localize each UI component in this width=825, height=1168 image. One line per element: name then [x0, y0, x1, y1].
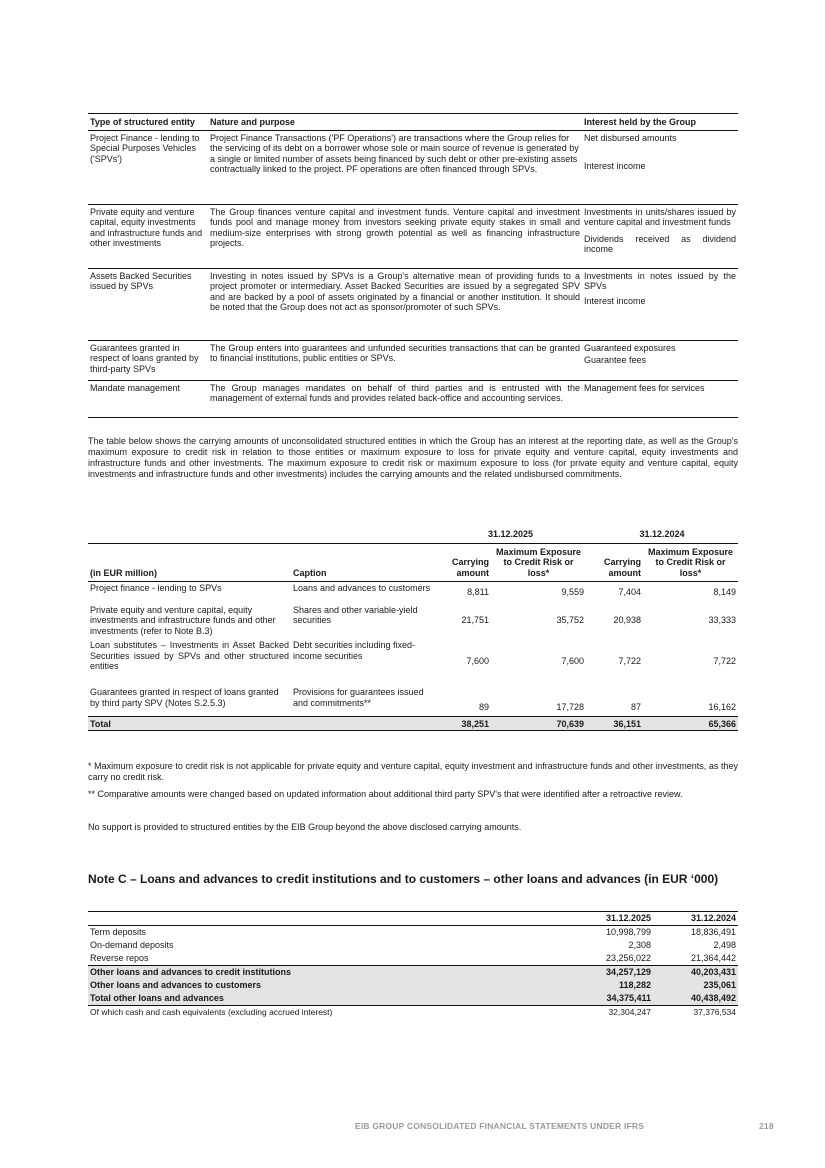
interest-item: Interest income	[584, 295, 646, 306]
row-label: Guarantees granted in respect of loans granted by third party SPV (Notes S.2.5.3)	[90, 687, 279, 708]
page-number: 218	[759, 1121, 774, 1131]
entity-nature: The Group enters into guarantees and unfunded securities transactions that can be granted to financial institutions, public entities or SPVs.	[208, 340, 582, 380]
row-label: Loan substitutes – Investments in Asset Backed Securities issued by SPVs and other structured entities	[90, 640, 289, 671]
note-c-title: Note C – Loans and advances to credit institutions and to customers – other loans and advances (in EUR ‘000)	[88, 872, 719, 886]
value-cell: 235,061	[653, 979, 738, 992]
value-cell: 7,404	[618, 586, 642, 597]
table-row	[88, 380, 738, 417]
row-caption: Shares and other variable-yield securities	[293, 604, 418, 625]
entity-type: Mandate management	[88, 380, 208, 417]
value-cell: 2,308	[628, 940, 651, 950]
table-row	[88, 952, 738, 966]
value-cell: 40,438,492	[653, 992, 738, 1006]
row-label: Of which cash and cash equivalents (excluding accrued interest)	[88, 1006, 568, 1020]
support-statement: No support is provided to structured entities by the EIB Group beyond the above disclosed carrying amounts.	[88, 822, 522, 832]
unit-header: (in EUR million)	[88, 543, 291, 582]
interest-item: Investments in notes issued by the SPVs	[584, 270, 736, 291]
value-cell: 21,364,442	[690, 953, 736, 963]
footnote-2: ** Comparative amounts were changed based on updated information about additional third party SPV's that were identified after a retroactive review.	[88, 789, 683, 799]
total-value: 38,251	[435, 716, 491, 731]
explanatory-paragraph: The table below shows the carrying amounts of unconsolidated structured entities in which the Group has an interest at the reporting date, as well as the Group's maximum exposure to credit risk in relation to those entities or maximum exposure to loss for private equity and venture capital, equity investments and infrastructure funds and other investments. The maximum exposure to credit risk or maximum exposure to loss (for private equity and venture capital, equity investments and infrastructure funds and other investments) includes the carrying amounts and the related undisbursed commitments.	[88, 436, 738, 479]
value-cell: 2,498	[713, 940, 736, 950]
subtotal-row	[88, 966, 738, 980]
value-cell: 37,376,534	[653, 1006, 738, 1020]
entity-nature: The Group finances venture capital and investment funds. Venture capital and investment funds pool and manage money from investors seeking private equity stakes in small and medium-size enterprises with strong growth potential as well as financing infrastructure projects.	[208, 204, 582, 268]
total-row	[88, 992, 738, 1006]
table-row	[88, 639, 738, 686]
column-header: Type of structured entity	[88, 114, 208, 131]
value-cell: 33,333	[708, 615, 737, 625]
row-label: Total other loans and advances	[88, 992, 568, 1006]
row-caption: Debt securities including fixed-income securities	[293, 640, 416, 661]
value-cell: 21,751	[461, 615, 489, 625]
total-label: Total	[88, 716, 291, 731]
row-label: On-demand deposits	[90, 940, 174, 950]
value-cell: 18,836,491	[690, 927, 736, 937]
interest-item: Investments in units/shares issued by venture capital and investment funds	[584, 206, 736, 227]
value-cell: 89	[478, 702, 489, 712]
interest-item: Net disbursed amounts	[584, 132, 677, 143]
carrying-amount-header: Carrying amount	[586, 543, 643, 582]
total-value: 65,366	[643, 716, 738, 731]
table-row	[88, 204, 738, 268]
year-header-2025: 31.12.2025	[568, 912, 653, 926]
entity-type: Guarantees granted in respect of loans granted by third-party SPVs	[88, 340, 208, 380]
total-value: 70,639	[491, 716, 586, 731]
max-exposure-header: Maximum Exposure to Credit Risk or loss*	[491, 543, 586, 582]
value-cell: 7,722	[713, 656, 737, 667]
interest-item: Dividends received as dividend income	[584, 233, 736, 254]
value-cell: 8,149	[713, 586, 737, 597]
value-cell: 32,304,247	[568, 1006, 653, 1020]
table-row	[88, 939, 738, 952]
value-cell: 10,998,799	[605, 927, 651, 937]
row-label: Reverse repos	[90, 953, 149, 963]
row-label: Term deposits	[90, 927, 147, 937]
row-caption: Loans and advances to customers	[293, 583, 431, 593]
column-header: Nature and purpose	[208, 114, 582, 131]
row-label: Project finance - lending to SPVs	[90, 583, 222, 593]
entity-type: Project Finance - lending to Special Purposes Vehicles ('SPVs')	[88, 130, 208, 204]
table-row	[88, 340, 738, 380]
value-cell: 34,257,129	[568, 966, 653, 980]
value-cell: 7,722	[618, 656, 642, 667]
value-cell: 40,203,431	[653, 966, 738, 980]
caption-header: Caption	[291, 543, 435, 582]
year-header-2025: 31.12.2025	[435, 529, 586, 543]
year-header-2024: 31.12.2024	[586, 529, 738, 543]
structured-entities-table	[88, 113, 738, 418]
value-cell: 7,600	[561, 656, 585, 667]
interest-item: Guarantee fees	[584, 355, 647, 365]
year-header-2024: 31.12.2024	[653, 912, 738, 926]
table-row	[88, 686, 738, 716]
entity-type: Private equity and venture capital, equity investments and infrastructure funds and other investments	[88, 204, 208, 268]
table-row	[88, 604, 738, 640]
row-label: Other loans and advances to credit institutions	[88, 966, 568, 980]
entity-nature: Investing in notes issued by SPVs is a Group's alternative mean of providing funds to a project promoter or intermediary. Asset Backed Securities are issued by a segregated SPV and are backed by a pool of assets originated by a financial or another institution. It should be noted that the Group does not act as sponsor/promoter of such SPVs.	[208, 268, 582, 340]
footnote-1: * Maximum exposure to credit risk is not applicable for private equity and venture capital, equity investment and infrastructure funds and other investments, as they carry no credit risk.	[88, 761, 738, 782]
carrying-amount-header: Carrying amount	[435, 543, 491, 582]
table-row	[88, 582, 738, 604]
entity-nature: Project Finance Transactions ('PF Operations') are transactions where the Group relies for the servicing of its debt on a borrower whose sole or main source of revenue is generated by a single or limited number of assets being financed by such debt or other pre-existing assets contractually linked to the project. PF operations are often financed through SPVs.	[208, 130, 582, 204]
interest-item: Interest income	[584, 161, 646, 171]
carrying-amounts-table	[88, 529, 738, 731]
value-cell: 16,162	[708, 702, 737, 712]
value-cell: 9,559	[561, 586, 585, 597]
interest-item: Guaranteed exposures	[584, 342, 676, 353]
table-row	[88, 1006, 738, 1020]
table-header-row	[88, 543, 738, 582]
table-row	[88, 926, 738, 940]
value-cell: 17,728	[556, 702, 585, 712]
row-caption: Provisions for guarantees issued and commitments**	[293, 687, 424, 708]
table-header-row	[88, 912, 738, 926]
total-value: 36,151	[586, 716, 643, 731]
value-cell: 34,375,411	[568, 992, 653, 1006]
subtotal-row	[88, 979, 738, 992]
value-cell: 7,600	[466, 656, 489, 667]
table-row	[88, 130, 738, 204]
entity-nature: The Group manages mandates on behalf of third parties and is entrusted with the management of external funds and provides related back-office and accounting services.	[208, 380, 582, 417]
column-header: Interest held by the Group	[582, 114, 738, 131]
value-cell: 118,282	[568, 979, 653, 992]
value-cell: 23,256,022	[605, 953, 651, 963]
value-cell: 8,811	[467, 586, 489, 597]
row-label: Private equity and venture capital, equity investments and infrastructure funds and other investments (refer to Note B.3)	[90, 604, 276, 636]
max-exposure-header: Maximum Exposure to Credit Risk or loss*	[643, 543, 738, 582]
value-cell: 20,938	[613, 615, 642, 625]
entity-type: Assets Backed Securities issued by SPVs	[88, 268, 208, 340]
row-label: Other loans and advances to customers	[88, 979, 568, 992]
value-cell: 35,752	[556, 615, 585, 625]
interest-item: Management fees for services	[584, 382, 705, 393]
value-cell: 87	[631, 702, 642, 712]
table-row	[88, 268, 738, 340]
total-row	[88, 716, 738, 731]
table-header-row	[88, 114, 738, 131]
note-c-table	[88, 911, 738, 1019]
footer-title: EIB GROUP CONSOLIDATED FINANCIAL STATEMENTS UNDER IFRS	[355, 1121, 645, 1131]
